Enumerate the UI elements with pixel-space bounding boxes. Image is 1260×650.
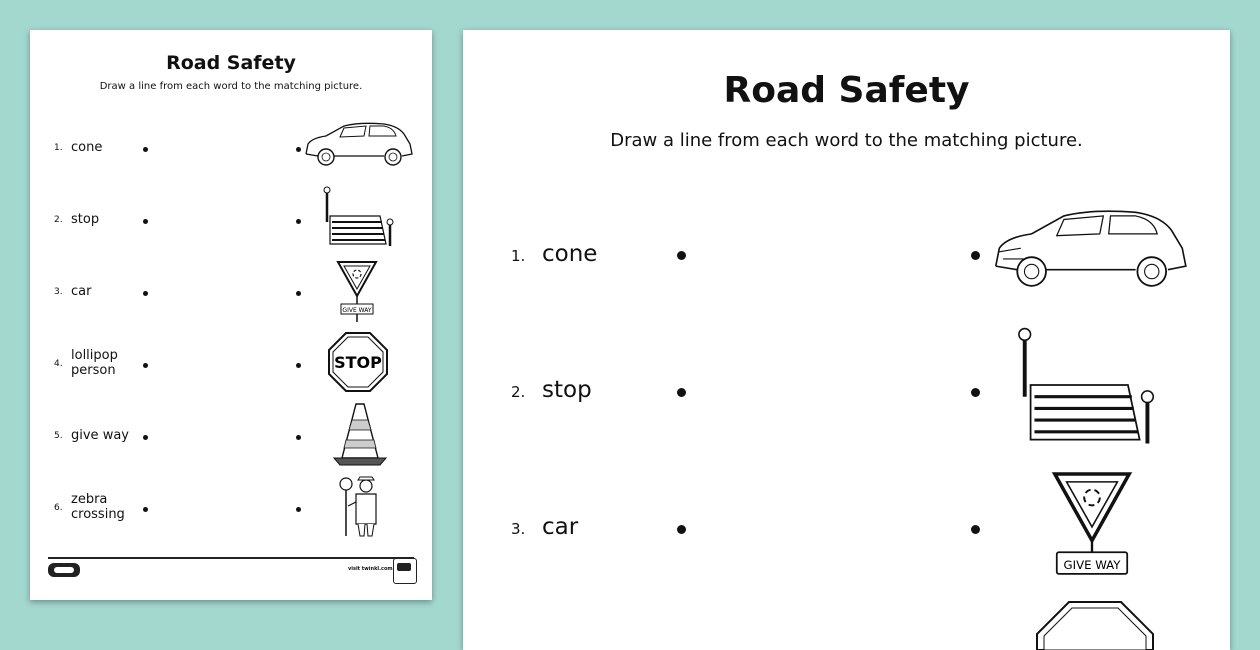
- picture-dot: [971, 388, 980, 397]
- word-dot: [143, 291, 148, 296]
- item-word: car: [71, 284, 92, 299]
- give-way-label: GIVE WAY: [342, 307, 372, 314]
- item-word-line2: crossing: [71, 507, 125, 522]
- word-dot: [143, 435, 148, 440]
- item-word: stop: [71, 212, 100, 227]
- item-number: 3.: [54, 287, 63, 297]
- zebra-crossing-icon: [1015, 326, 1163, 448]
- word-dot: [143, 363, 148, 368]
- give-way-sign-icon: [1047, 466, 1137, 576]
- footer-divider: [48, 557, 414, 559]
- item-number: 2.: [54, 215, 63, 225]
- badge-icon: [393, 558, 417, 584]
- worksheet-preview-small: [30, 30, 432, 600]
- lollipop-person-icon: [338, 474, 382, 538]
- worksheet-title: Road Safety: [166, 52, 296, 74]
- item-number: 3.: [511, 520, 526, 538]
- item-number: 6.: [54, 503, 63, 513]
- picture-dot: [971, 525, 980, 534]
- item-number: 2.: [511, 383, 526, 401]
- give-way-label: GIVE WAY: [1063, 557, 1121, 572]
- picture-dot: [296, 507, 301, 512]
- car-icon: [300, 120, 416, 170]
- item-word: cone: [542, 241, 598, 267]
- picture-dot: [296, 291, 301, 296]
- give-way-sign-icon: [334, 258, 380, 322]
- item-number: 1.: [54, 143, 63, 153]
- word-dot: [143, 507, 148, 512]
- worksheet-preview-large: [463, 30, 1230, 650]
- picture-dot: [296, 435, 301, 440]
- traffic-cone-icon: [332, 402, 388, 466]
- word-dot: [143, 219, 148, 224]
- zebra-crossing-icon: [322, 186, 398, 248]
- item-word: car: [542, 514, 579, 540]
- stop-label: STOP: [334, 353, 382, 372]
- item-number: 1.: [511, 247, 526, 265]
- worksheet-title: Road Safety: [723, 70, 970, 111]
- worksheet-instruction: Draw a line from each word to the matching picture.: [99, 81, 363, 92]
- item-number: 5.: [54, 431, 63, 441]
- item-word: give way: [71, 428, 129, 443]
- picture-dot: [971, 251, 980, 260]
- word-dot: [677, 525, 686, 534]
- word-dot: [677, 251, 686, 260]
- item-word: lollipop: [71, 348, 118, 363]
- worksheet-instruction: Draw a line from each word to the matching picture.: [610, 130, 1083, 151]
- picture-dot: [296, 219, 301, 224]
- footer-website: visit twinkl.com: [348, 566, 393, 572]
- picture-dot: [296, 363, 301, 368]
- word-dot: [143, 147, 148, 152]
- word-dot: [677, 388, 686, 397]
- item-word: stop: [542, 377, 592, 403]
- stop-sign-icon: [328, 332, 388, 392]
- item-number: 4.: [54, 359, 63, 369]
- item-word: cone: [71, 140, 103, 155]
- item-word: zebra: [71, 492, 108, 507]
- item-word-line2: person: [71, 363, 116, 378]
- twinkl-logo: [48, 563, 80, 577]
- car-icon: [985, 204, 1193, 296]
- stop-sign-icon: [1035, 600, 1155, 650]
